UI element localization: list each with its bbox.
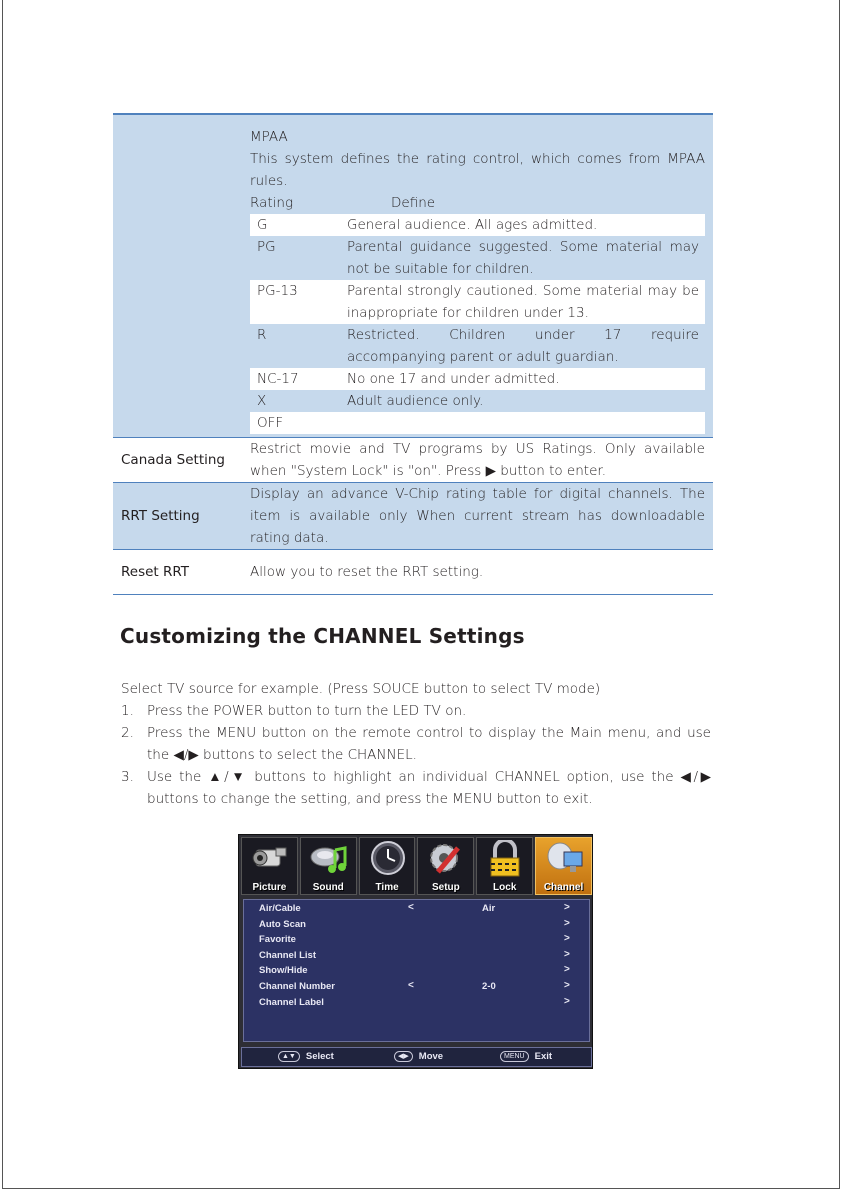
menu-item-auto-scan[interactable] xyxy=(244,918,589,934)
rating-define: Parental strongly cautioned. Some material may be inappropriate for children under 13. xyxy=(347,283,699,321)
rrt-setting-label: RRT Setting xyxy=(121,508,200,524)
menu-item-value: Air xyxy=(482,903,496,914)
left-arrow-icon[interactable]: < xyxy=(408,979,414,991)
rating-item-r xyxy=(250,324,705,368)
rating-define: General audience. All ages admitted. xyxy=(347,217,598,233)
tools-icon xyxy=(424,840,468,880)
right-arrow-icon[interactable]: > xyxy=(564,964,570,976)
tv-menu-tabs xyxy=(241,837,592,895)
step-text: Use the ▲/▼ buttons to highlight an individual CHANNEL option, use the ◀/▶ buttons to change the setting, and press the MENU button to exit. xyxy=(147,769,711,807)
rating-item-nc17 xyxy=(250,368,705,390)
menu-item-channel-label[interactable] xyxy=(244,996,589,1012)
tab-label: Setup xyxy=(432,882,460,893)
menu-item-air-cable[interactable] xyxy=(244,902,589,918)
rating-list xyxy=(250,214,705,434)
menu-item-favorite[interactable] xyxy=(244,933,589,949)
rating-code: PG xyxy=(257,239,276,255)
tab-lock[interactable] xyxy=(476,837,533,895)
menu-item-name: Favorite xyxy=(259,934,296,946)
tab-channel[interactable] xyxy=(535,837,592,895)
menu-item-name: Auto Scan xyxy=(259,918,306,930)
step-number: 2. xyxy=(121,725,134,741)
left-arrow-icon[interactable]: < xyxy=(408,902,414,913)
tab-label: Picture xyxy=(252,882,287,893)
rrt-setting-row xyxy=(113,483,713,550)
rating-code: G xyxy=(257,217,268,233)
rating-define: Parental guidance suggested. Some material may not be suitable for children. xyxy=(347,239,699,277)
reset-rrt-desc: Allow you to reset the RRT setting. xyxy=(250,564,484,580)
rating-define: Restricted. Children under 17 require accompanying parent or adult guardian. xyxy=(347,327,699,365)
rating-define: Adult audience only. xyxy=(347,393,484,409)
menu-footer-hints xyxy=(241,1047,592,1067)
menu-key-icon: MENU xyxy=(500,1051,529,1062)
tab-sound[interactable] xyxy=(300,837,357,895)
tab-setup[interactable] xyxy=(417,837,474,895)
tab-time[interactable] xyxy=(359,837,416,895)
rating-item-g xyxy=(250,214,705,236)
step-item xyxy=(121,722,711,766)
mpaa-row xyxy=(113,115,713,438)
rating-code: R xyxy=(257,327,267,343)
tab-label: Sound xyxy=(312,882,344,893)
menu-item-name: Channel List xyxy=(259,949,317,961)
rating-item-x xyxy=(250,390,705,412)
section-body xyxy=(121,678,711,810)
tab-label: Channel xyxy=(543,882,584,893)
mpaa-description: This system defines the rating control, which comes from MPAA rules. xyxy=(250,151,705,189)
canada-setting-desc: Restrict movie and TV programs by US Ratings. Only available when "System Lock" is "on". Press ▶ button to enter. xyxy=(250,441,705,479)
section-heading: Customizing the CHANNEL Settings xyxy=(120,624,525,648)
menu-item-channel-list[interactable] xyxy=(244,949,589,965)
step-number: 1. xyxy=(121,703,134,719)
mpaa-label-cell xyxy=(113,115,250,437)
hint-exit-label: Exit xyxy=(534,1051,553,1062)
hint-select xyxy=(278,1051,334,1062)
rating-header xyxy=(250,192,705,214)
up-down-keys-icon: ▲▼ xyxy=(278,1051,300,1062)
reset-rrt-row xyxy=(113,550,713,595)
right-arrow-icon[interactable]: > xyxy=(564,917,570,929)
step-text: Press the POWER button to turn the LED TV on. xyxy=(147,703,467,719)
rating-code: X xyxy=(257,393,267,409)
reset-rrt-label: Reset RRT xyxy=(121,564,190,580)
menu-item-name: Channel Number xyxy=(259,980,336,992)
tab-picture[interactable] xyxy=(241,837,298,895)
section-intro: Select TV source for example. (Press SOUCE button to select TV mode) xyxy=(121,681,601,697)
menu-item-channel-number[interactable] xyxy=(244,980,589,996)
rating-define xyxy=(347,412,705,434)
rating-code: NC-17 xyxy=(257,371,299,387)
menu-item-name: Show/Hide xyxy=(259,965,308,977)
right-arrow-icon[interactable]: > xyxy=(564,995,570,1007)
rating-item-pg xyxy=(250,236,705,280)
mpaa-content xyxy=(250,115,713,437)
menu-item-name: Channel Label xyxy=(259,996,324,1008)
padlock-icon xyxy=(483,840,527,880)
left-right-keys-icon: ◀▶ xyxy=(394,1051,413,1062)
right-arrow-icon[interactable]: > xyxy=(564,948,570,960)
hint-move xyxy=(394,1051,443,1062)
rating-item-pg13 xyxy=(250,280,705,324)
rating-item-off xyxy=(250,412,705,434)
step-number: 3. xyxy=(121,769,134,785)
step-text: Press the MENU button on the remote control to display the Main menu, and use the ◀/▶ buttons to select the CHANNEL. xyxy=(147,725,711,763)
satellite-dish-icon xyxy=(542,840,586,880)
step-item xyxy=(121,766,711,810)
menu-item-name: Air/Cable xyxy=(259,903,301,914)
right-arrow-icon[interactable]: > xyxy=(564,979,570,991)
lock-settings-table xyxy=(113,113,713,595)
right-arrow-icon[interactable]: > xyxy=(564,902,570,913)
menu-item-show-hide[interactable] xyxy=(244,964,589,980)
rating-header-define: Define xyxy=(391,195,436,211)
tv-channel-menu xyxy=(238,834,593,1069)
channel-options-list xyxy=(243,899,590,1042)
camcorder-icon xyxy=(248,840,292,880)
clock-icon xyxy=(366,840,410,880)
step-item xyxy=(121,700,711,722)
rating-code: PG-13 xyxy=(257,283,298,299)
canada-setting-row xyxy=(113,438,713,483)
music-note-icon xyxy=(307,840,351,880)
canada-setting-label: Canada Setting xyxy=(121,452,225,468)
rating-define: No one 17 and under admitted. xyxy=(347,371,560,387)
mpaa-title: MPAA xyxy=(250,129,288,145)
rrt-setting-desc: Display an advance V-Chip rating table for digital channels. The item is available only When current stream has downloadable rating data. xyxy=(250,486,705,546)
menu-item-value: 2-0 xyxy=(482,980,496,992)
steps-list xyxy=(121,700,711,810)
hint-exit xyxy=(500,1051,552,1062)
tab-label: Lock xyxy=(493,882,517,893)
tab-label: Time xyxy=(375,882,399,893)
rating-code: OFF xyxy=(257,415,284,431)
right-arrow-icon[interactable]: > xyxy=(564,933,570,945)
hint-move-label: Move xyxy=(418,1051,444,1062)
hint-select-label: Select xyxy=(305,1051,334,1062)
rating-header-rating: Rating xyxy=(250,195,294,211)
